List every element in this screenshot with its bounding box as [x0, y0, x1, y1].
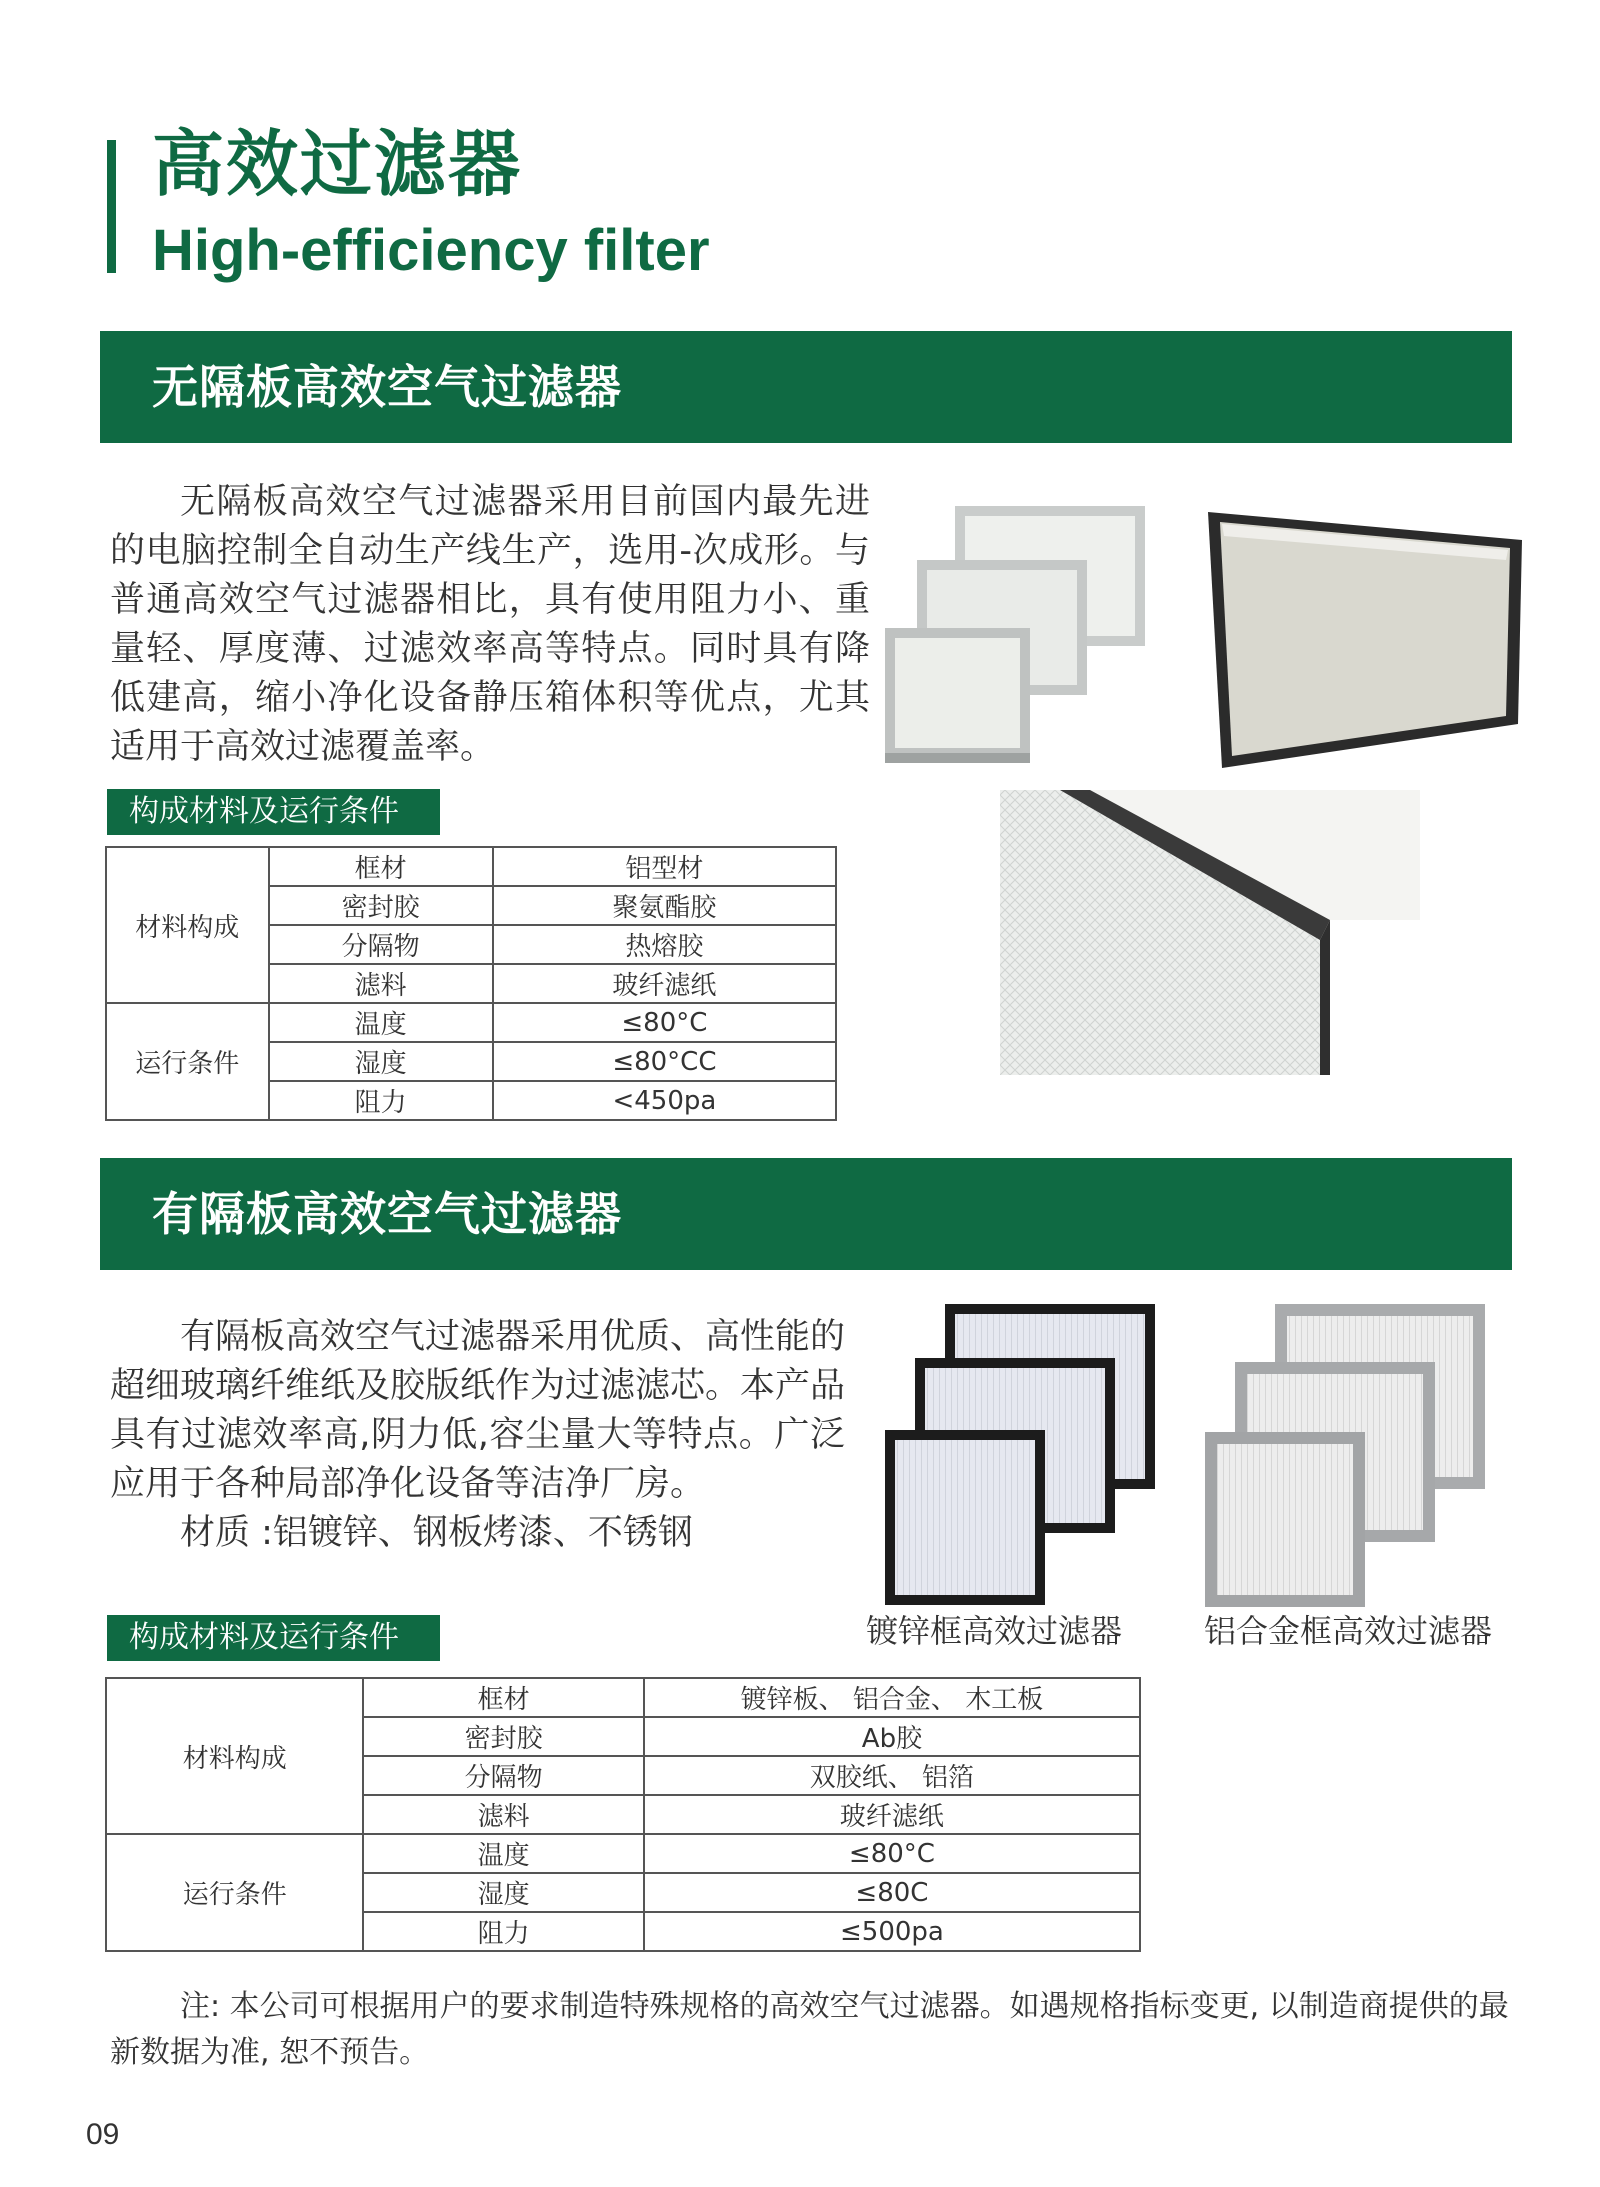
filter-corner-closeup-photo: [1000, 790, 1420, 1075]
section-banner-with-separator: 有隔板高效空气过滤器: [100, 1158, 1512, 1270]
table-cell-item: 分隔物: [363, 1756, 643, 1795]
aluminum-frame-filter-photo: [1205, 1302, 1490, 1612]
table-cell-item: 温度: [363, 1834, 643, 1873]
page-title-english: High-efficiency filter: [152, 218, 710, 283]
table-group-label: 运行条件: [106, 1003, 269, 1120]
section2-description: [110, 1313, 845, 1558]
section2-subhead: 构成材料及运行条件: [107, 1615, 440, 1661]
table-row: [106, 1003, 836, 1042]
title-accent-bar: [107, 140, 116, 273]
section-banner-no-separator: 无隔板高效空气过滤器: [100, 331, 1512, 443]
table-cell-item: 湿度: [363, 1873, 643, 1912]
caption-aluminum-frame: 铝合金框高效过滤器: [1204, 1612, 1493, 1650]
section1-paragraph: 无隔板高效空气过滤器采用目前国内最先进的电脑控制全自动生产线生产，选用-次成形。与普通高效空气过滤器相比，具有使用阻力小、重量轻、厚度薄、过滤效率高等特点。同时具有降低建高，缩小净化设备静压箱体积等优点，尤其适用于高效过滤覆盖率。: [110, 482, 870, 767]
caption-galvanized-frame: 镀锌框高效过滤器: [866, 1612, 1123, 1650]
table-cell-value: 铝型材: [493, 847, 836, 886]
footnote: [110, 1984, 1520, 2076]
table-cell-value: 聚氨酯胶: [493, 886, 836, 925]
table-cell-value: 玻纤滤纸: [493, 964, 836, 1003]
table-cell-item: 滤料: [269, 964, 493, 1003]
table-cell-item: 分隔物: [269, 925, 493, 964]
section2-spec-table: [105, 1677, 1141, 1952]
table-cell-item: 温度: [269, 1003, 493, 1042]
galvanized-frame-filter-photo: [885, 1300, 1165, 1610]
filter-stack-photo: [885, 498, 1160, 778]
table-cell-item: 密封胶: [363, 1717, 643, 1756]
table-cell-item: 框材: [269, 847, 493, 886]
table-cell-item: 湿度: [269, 1042, 493, 1081]
table-cell-item: 滤料: [363, 1795, 643, 1834]
table-cell-value: 镀锌板、 铝合金、 木工板: [644, 1678, 1140, 1717]
table-cell-item: 密封胶: [269, 886, 493, 925]
table-cell-value: ≤80°C: [644, 1834, 1140, 1873]
footnote-text: 注: 本公司可根据用户的要求制造特殊规格的高效空气过滤器。如遇规格指标变更, 以制造商提供的最新数据为准, 恕不预告。: [110, 1989, 1509, 2070]
table-row: [106, 1834, 1140, 1873]
section1-subhead: 构成材料及运行条件: [107, 789, 440, 835]
page-number: 09: [86, 2118, 120, 2151]
table-cell-value: Ab胶: [644, 1717, 1140, 1756]
table-cell-value: 玻纤滤纸: [644, 1795, 1140, 1834]
table-cell-item: 框材: [363, 1678, 643, 1717]
table-group-label: 材料构成: [106, 847, 269, 1003]
table-cell-value: ≤80°CC: [493, 1042, 836, 1081]
table-cell-value: 双胶纸、 铝箔: [644, 1756, 1140, 1795]
table-cell-item: 阻力: [269, 1081, 493, 1120]
section2-paragraph: 有隔板高效空气过滤器采用优质、高性能的超细玻璃纤维纸及胶版纸作为过滤滤芯。本产品具有过滤效率高,阴力低,容尘量大等特点。广泛应用于各种局部净化设备等洁净厂房。: [110, 1317, 846, 1504]
page-title: 高效过滤器: [152, 122, 523, 206]
section2-material: 材质 :铝镀锌、钢板烤漆、不锈钢: [180, 1513, 693, 1553]
table-cell-value: 热熔胶: [493, 925, 836, 964]
table-row: [106, 1678, 1140, 1717]
section1-spec-table: [105, 846, 837, 1121]
table-group-label: 运行条件: [106, 1834, 363, 1951]
table-cell-value: <450pa: [493, 1081, 836, 1120]
table-cell-value: ≤500pa: [644, 1912, 1140, 1951]
table-cell-item: 阻力: [363, 1912, 643, 1951]
table-row: [106, 847, 836, 886]
table-cell-value: ≤80C: [644, 1873, 1140, 1912]
table-group-label: 材料构成: [106, 1678, 363, 1834]
section1-description: [110, 478, 870, 772]
table-cell-value: ≤80°C: [493, 1003, 836, 1042]
filter-panel-photo: [1200, 500, 1525, 775]
